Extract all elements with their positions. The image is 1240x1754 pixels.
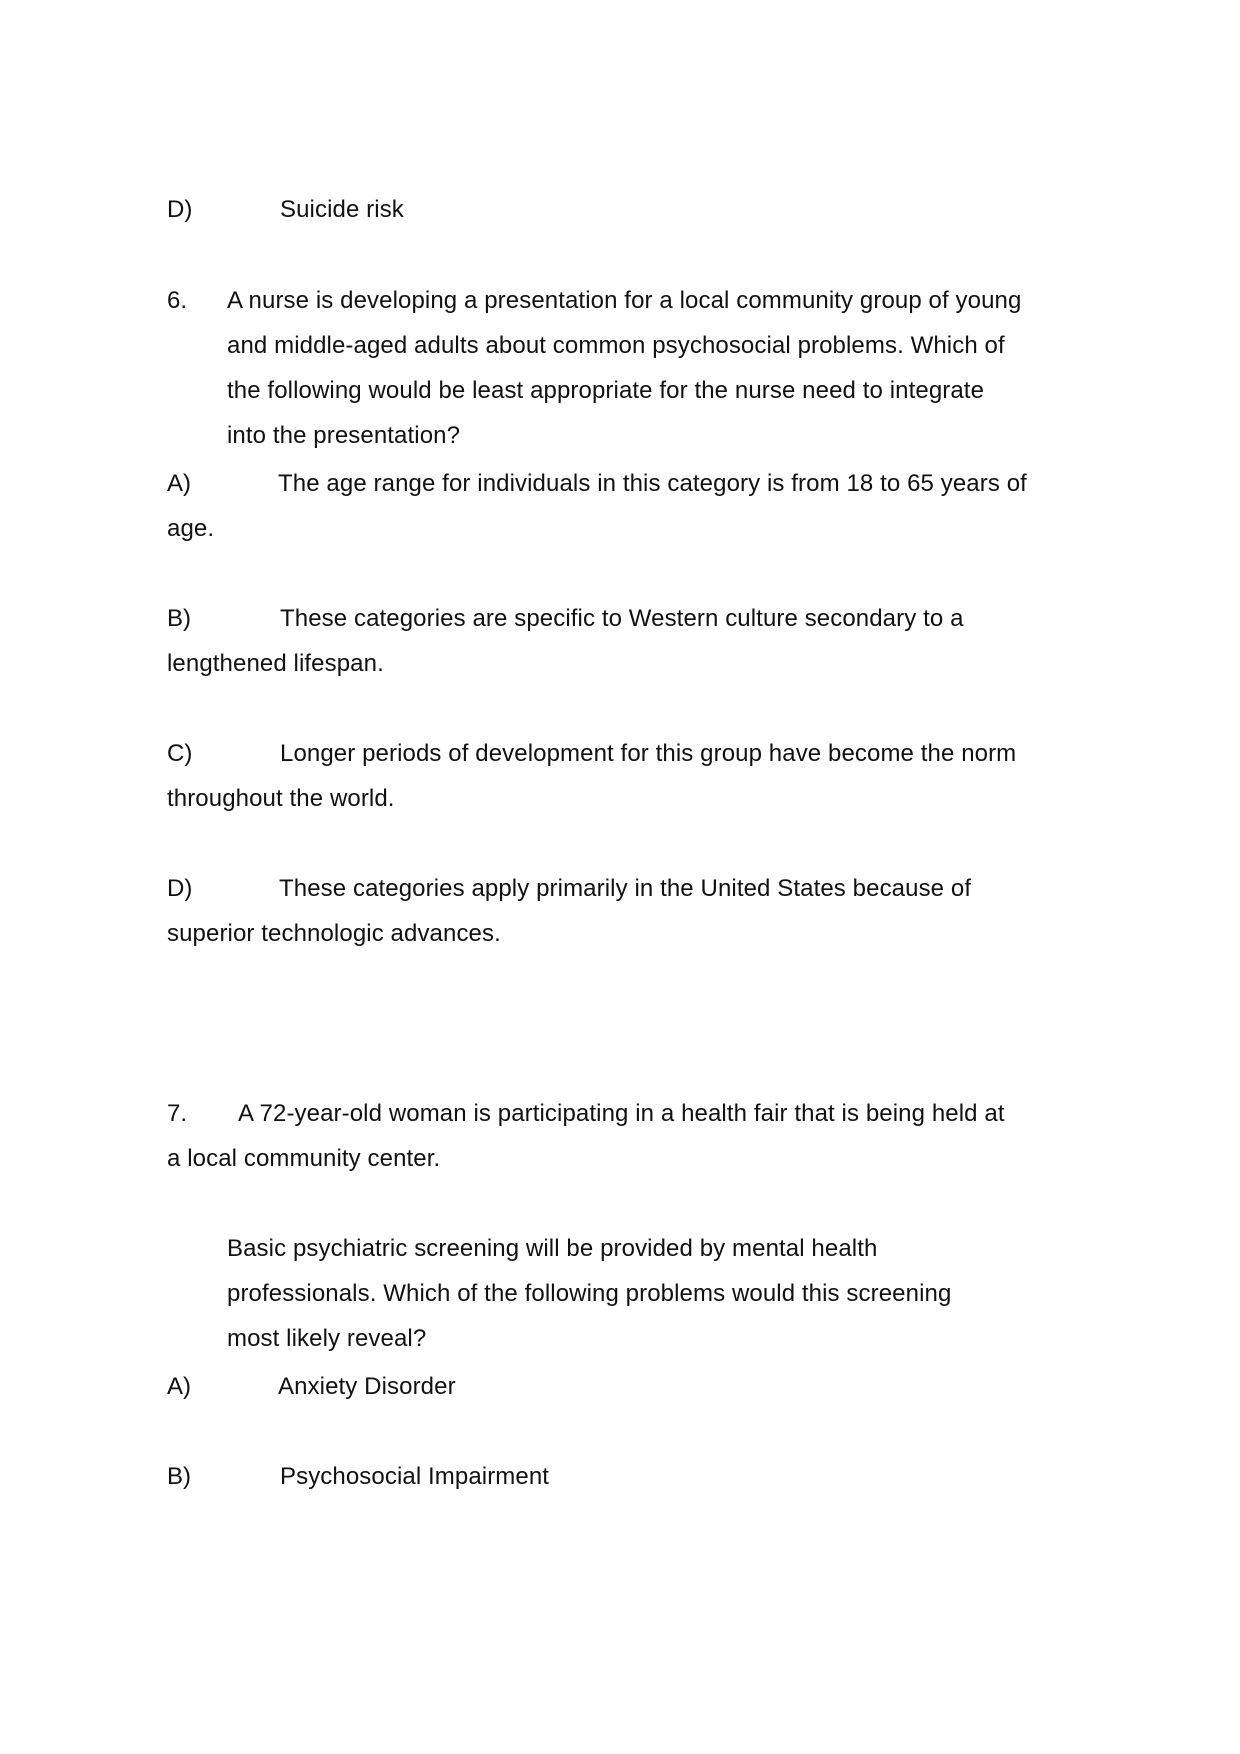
question-stem-line: A nurse is developing a presentation for a local community group of young	[227, 287, 1022, 314]
option-text: Anxiety Disorder	[278, 1373, 456, 1400]
question-stem-line: Basic psychiatric screening will be provided by mental health	[227, 1235, 878, 1262]
question-intro-line: A 72-year-old woman is participating in a health fair that is being held at	[238, 1100, 1005, 1127]
option-label: D)	[167, 875, 193, 902]
option-label: B)	[167, 1463, 191, 1490]
option-text-continuation: age.	[167, 515, 215, 542]
option-label: C)	[167, 740, 193, 767]
question-number: 6.	[167, 287, 188, 314]
question-stem-line: most likely reveal?	[227, 1325, 427, 1352]
option-text: Suicide risk	[280, 196, 404, 223]
option-label: D)	[167, 196, 193, 223]
option-text: Longer periods of development for this group have become the norm	[280, 740, 1017, 767]
option-text-continuation: throughout the world.	[167, 785, 395, 812]
question-intro-line: a local community center.	[167, 1145, 441, 1172]
question-number: 7.	[167, 1100, 188, 1127]
option-text-continuation: superior technologic advances.	[167, 920, 501, 947]
question-stem-line: and middle-aged adults about common psychosocial problems. Which of	[227, 332, 1005, 359]
option-label: A)	[167, 1373, 191, 1400]
option-text: These categories apply primarily in the United States because of	[279, 875, 972, 902]
question-stem-line: into the presentation?	[227, 422, 461, 449]
option-label: A)	[167, 470, 191, 497]
question-stem-line: professionals. Which of the following problems would this screening	[227, 1280, 952, 1307]
option-text: Psychosocial Impairment	[280, 1463, 550, 1490]
option-text-continuation: lengthened lifespan.	[167, 650, 384, 677]
option-text: These categories are specific to Western culture secondary to a	[280, 605, 964, 632]
option-text: The age range for individuals in this category is from 18 to 65 years of	[278, 470, 1027, 497]
option-label: B)	[167, 605, 191, 632]
question-stem-line: the following would be least appropriate for the nurse need to integrate	[227, 377, 985, 404]
